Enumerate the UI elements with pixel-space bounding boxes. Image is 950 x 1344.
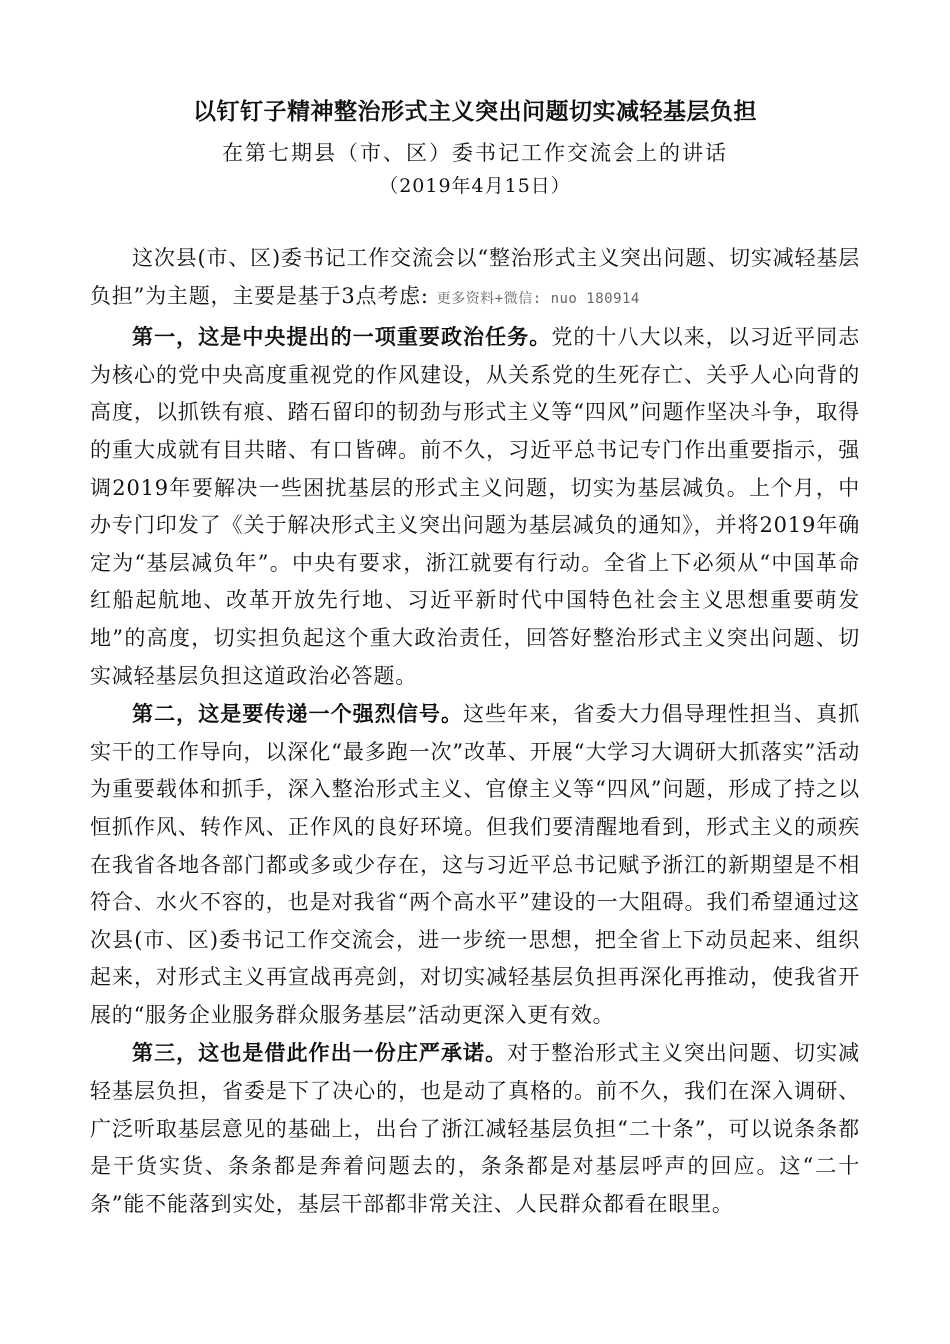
document-title: 以钉钉子精神整治形式主义突出问题切实减轻基层负担 — [193, 98, 757, 125]
section-1-paragraph — [90, 318, 860, 695]
intro-text: 这次县(市、区)委书记工作交流会以“整治形式主义突出问题、切实减轻基层负担”为主题，主要是基于3点考虑: — [90, 246, 860, 308]
intro-paragraph — [90, 240, 860, 318]
watermark-note: 更多资料+微信: nuo 180914 — [436, 290, 640, 307]
speech-date: （2019年4月15日） — [379, 175, 571, 197]
section-1-lead: 第一，这是中央提出的一项重要政治任务。 — [132, 324, 552, 350]
document-body — [90, 240, 860, 1223]
section-2-text: 这些年来，省委大力倡导理性担当、真抓实干的工作导向，以深化“最多跑一次”改革、开展“大学习大调研大抓落实”活动为重要载体和抓手，深入整治形式主义、官僚主义等“四风”问题，形成了持之以恒抓作风、转作风、正作风的良好环境。但我们要清醒地看到，形式主义的顽疾在我省各地各部门都或多或少存在，这与习近平总书记赋予浙江的新期望是不相符合、水火不容的，也是对我省“两个高水平”建设的一大阻碍。我们希望通过这次县(市、区)委书记工作交流会，进一步统一思想，把全省上下动员起来、组织起来，对形式主义再宣战再亮剑，对切实减轻基层负担再深化再推动，使我省开展的“服务企业服务群众服务基层”活动更深入更有效。 — [90, 702, 860, 1027]
section-2-lead: 第二，这是要传递一个强烈信号。 — [132, 701, 464, 727]
section-2-paragraph — [90, 695, 860, 1034]
document-subtitle: 在第七期县（市、区）委书记工作交流会上的讲话 — [222, 141, 728, 165]
section-3-paragraph — [90, 1034, 860, 1223]
section-3-text: 对于整治形式主义突出问题、切实减轻基层负担，省委是下了决心的，也是动了真格的。前不久，我们在深入调研、广泛听取基层意见的基础上，出台了浙江减轻基层负担“二十条”，可以说条条都是干货实货、条条都是奔着问题去的，条条都是对基层呼声的回应。这“二十条”能不能落到实处，基层干部都非常关注、人民群众都看在眼里。 — [90, 1041, 860, 1216]
section-1-text: 党的十八大以来，以习近平同志为核心的党中央高度重视党的作风建设，从关系党的生死存亡、关乎人心向背的高度，以抓铁有痕、踏石留印的韧劲与形式主义等“四风”问题作坚决斗争，取得的重大成就有目共睹、有口皆碑。前不久，习近平总书记专门作出重要指示，强调2019年要解决一些困扰基层的形式主义问题，切实为基层减负。上个月，中办专门印发了《关于解决形式主义突出问题为基层减负的通知》，并将2019年确定为“基层减负年”。中央有要求，浙江就要有行动。全省上下必须从“中国革命红船起航地、改革开放先行地、习近平新时代中国特色社会主义思想重要萌发地”的高度，切实担负起这个重大政治责任，回答好整治形式主义突出问题、切实减轻基层负担这道政治必答题。 — [90, 325, 861, 688]
section-3-lead: 第三，这也是借此作出一份庄严承诺。 — [132, 1040, 508, 1066]
